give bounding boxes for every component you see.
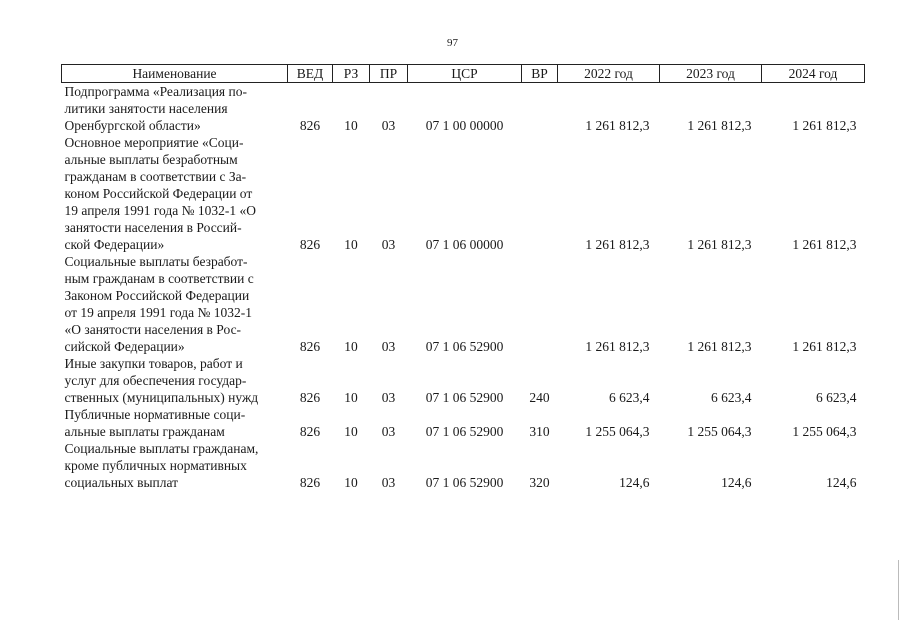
row-name-line: «О занятости населения в Рос- bbox=[64, 322, 242, 337]
page-number: 97 bbox=[447, 37, 458, 49]
row-ved: 826 bbox=[299, 424, 321, 439]
row-name-line: от 19 апреля 1991 года № 1032-1 bbox=[64, 305, 252, 320]
row-value-2023: 124,6 bbox=[721, 475, 752, 490]
row-name bbox=[62, 440, 288, 491]
header-csr: ЦСР bbox=[408, 65, 522, 83]
row-name bbox=[62, 253, 288, 355]
table-row bbox=[62, 253, 865, 355]
row-value-2022: 124,6 bbox=[619, 475, 650, 490]
row-name bbox=[62, 406, 288, 440]
header-ved: ВЕД bbox=[288, 65, 333, 83]
row-rz: 10 bbox=[344, 475, 358, 490]
row-vr: 240 bbox=[529, 390, 550, 405]
row-name bbox=[62, 83, 288, 135]
row-vr bbox=[522, 253, 558, 355]
row-csr: 07 1 06 52900 bbox=[425, 339, 504, 354]
row-name-line: литики занятости населения bbox=[64, 101, 228, 116]
budget-table bbox=[61, 64, 865, 491]
row-value-2024: 1 255 064,3 bbox=[792, 424, 857, 439]
row-name-line: ным гражданам в соответствии с bbox=[64, 271, 254, 286]
row-name-line: ской Федерации» bbox=[64, 237, 165, 252]
table-row bbox=[62, 406, 865, 440]
row-pr: 03 bbox=[381, 424, 396, 439]
row-csr: 07 1 00 00000 bbox=[425, 118, 504, 133]
row-value-2022: 1 261 812,3 bbox=[585, 118, 650, 133]
row-name-line: коном Российской Федерации от bbox=[64, 186, 253, 201]
row-rz: 10 bbox=[344, 118, 358, 133]
row-value-2024: 1 261 812,3 bbox=[792, 118, 857, 133]
row-vr: 320 bbox=[529, 475, 550, 490]
row-name-line: социальных выплат bbox=[64, 475, 179, 490]
row-pr: 03 bbox=[381, 475, 396, 490]
row-ved: 826 bbox=[299, 118, 321, 133]
row-csr: 07 1 06 52900 bbox=[425, 424, 504, 439]
header-2023: 2023 год bbox=[660, 65, 762, 83]
row-rz: 10 bbox=[344, 390, 358, 405]
row-value-2022: 1 255 064,3 bbox=[585, 424, 650, 439]
row-name-line: ственных (муниципальных) нужд bbox=[64, 390, 259, 405]
row-value-2022: 6 623,4 bbox=[609, 390, 650, 405]
row-name-line: альные выплаты гражданам bbox=[64, 424, 225, 439]
row-ved: 826 bbox=[299, 390, 321, 405]
row-pr: 03 bbox=[381, 118, 396, 133]
header-rz: РЗ bbox=[333, 65, 370, 83]
row-csr: 07 1 06 00000 bbox=[425, 237, 504, 252]
row-value-2022: 1 261 812,3 bbox=[585, 237, 650, 252]
row-ved: 826 bbox=[299, 237, 321, 252]
row-ved: 826 bbox=[299, 475, 321, 490]
row-pr: 03 bbox=[381, 237, 396, 252]
row-value-2023: 1 261 812,3 bbox=[687, 237, 752, 252]
row-name bbox=[62, 134, 288, 253]
row-name-line: кроме публичных нормативных bbox=[64, 458, 247, 473]
scan-margin-mark bbox=[898, 560, 899, 620]
row-name-line: занятости населения в Россий- bbox=[64, 220, 242, 235]
row-vr bbox=[522, 134, 558, 253]
row-csr: 07 1 06 52900 bbox=[425, 390, 504, 405]
row-name-line: Социальные выплаты гражданам, bbox=[64, 441, 259, 456]
header-2022: 2022 год bbox=[558, 65, 660, 83]
row-name-line: Оренбургской области» bbox=[64, 118, 201, 133]
row-vr bbox=[522, 83, 558, 135]
row-value-2024: 124,6 bbox=[826, 475, 857, 490]
table-header-row bbox=[62, 65, 865, 83]
header-pr: ПР bbox=[370, 65, 408, 83]
row-name bbox=[62, 355, 288, 406]
row-value-2023: 1 261 812,3 bbox=[687, 339, 752, 354]
row-pr: 03 bbox=[381, 339, 396, 354]
row-value-2022: 1 261 812,3 bbox=[585, 339, 650, 354]
row-name-line: Законом Российской Федерации bbox=[64, 288, 250, 303]
row-vr: 310 bbox=[529, 424, 550, 439]
row-name-line: Публичные нормативные соци- bbox=[64, 407, 246, 422]
row-csr: 07 1 06 52900 bbox=[425, 475, 504, 490]
row-value-2023: 1 255 064,3 bbox=[687, 424, 752, 439]
row-name-line: Основное мероприятие «Соци- bbox=[64, 135, 244, 150]
table-row bbox=[62, 83, 865, 135]
table-row bbox=[62, 440, 865, 491]
header-vr: ВР bbox=[522, 65, 558, 83]
row-name-line: 19 апреля 1991 года № 1032-1 «О bbox=[64, 203, 257, 218]
row-name-line: альные выплаты безработным bbox=[64, 152, 238, 167]
row-name-line: услуг для обеспечения государ- bbox=[64, 373, 247, 388]
header-name: Наименование bbox=[62, 65, 288, 83]
row-ved: 826 bbox=[299, 339, 321, 354]
row-name-line: сийской Федерации» bbox=[64, 339, 185, 354]
row-value-2023: 1 261 812,3 bbox=[687, 118, 752, 133]
row-name-line: Подпрограмма «Реализация по- bbox=[64, 84, 247, 99]
table-row bbox=[62, 134, 865, 253]
row-value-2024: 1 261 812,3 bbox=[792, 237, 857, 252]
row-value-2023: 6 623,4 bbox=[711, 390, 752, 405]
row-name-line: Иные закупки товаров, работ и bbox=[64, 356, 243, 371]
row-rz: 10 bbox=[344, 237, 358, 252]
row-name-line: Социальные выплаты безработ- bbox=[64, 254, 248, 269]
row-pr: 03 bbox=[381, 390, 396, 405]
row-value-2024: 1 261 812,3 bbox=[792, 339, 857, 354]
row-rz: 10 bbox=[344, 424, 358, 439]
row-value-2024: 6 623,4 bbox=[816, 390, 857, 405]
table-row bbox=[62, 355, 865, 406]
row-rz: 10 bbox=[344, 339, 358, 354]
header-2024: 2024 год bbox=[762, 65, 865, 83]
row-name-line: гражданам в соответствии с За- bbox=[64, 169, 247, 184]
